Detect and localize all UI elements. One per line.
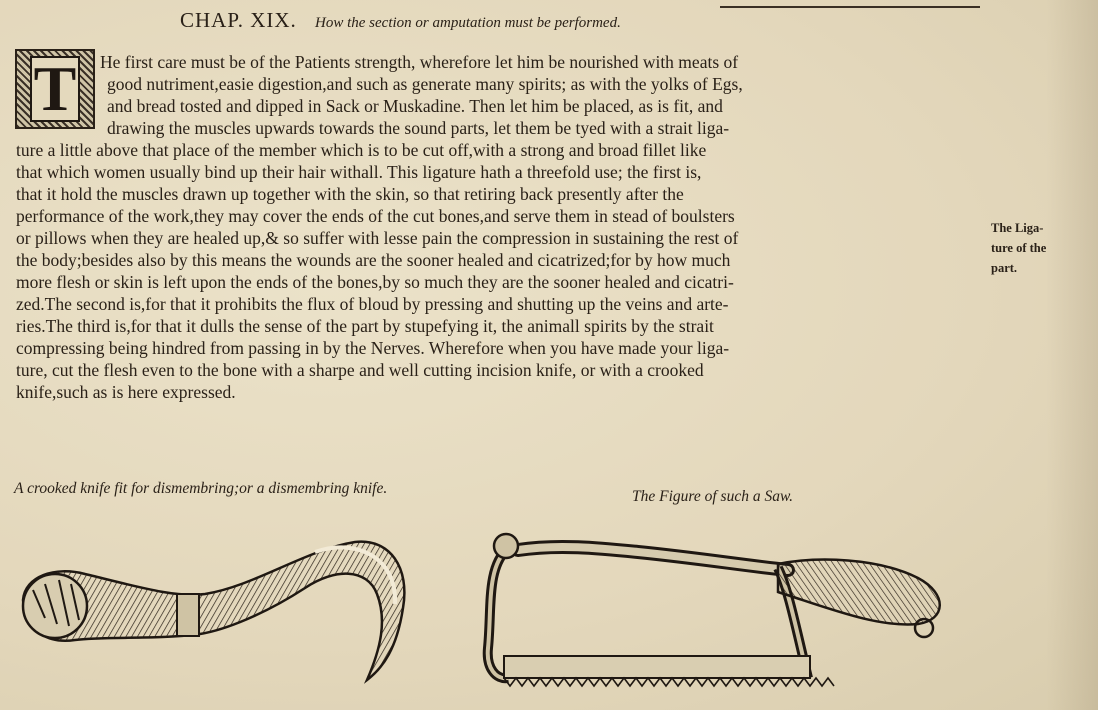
text-line: more flesh or skin is left upon the ends of the bones,by so much they are the sooner healed and cicatri- bbox=[16, 272, 734, 292]
margin-note-line: part. bbox=[991, 261, 1018, 275]
knife-caption: A crooked knife fit for dismembring;or a dismembring knife. bbox=[14, 480, 388, 497]
margin-note-line: ture of the bbox=[991, 241, 1047, 255]
decorated-initial bbox=[15, 49, 95, 129]
text-line: ries.The third is,for that it dulls the sense of the part by stupefying it, the animall spirits by the strait bbox=[16, 316, 714, 336]
text-line: that it hold the muscles drawn up together with the skin, so that retiring back presently after the bbox=[16, 184, 684, 204]
chapter-heading bbox=[180, 8, 621, 33]
chapter-title: How the section or amputation must be performed. bbox=[315, 15, 621, 31]
text-line: drawing the muscles upwards towards the sound parts, let them be tyed with a strait liga- bbox=[107, 118, 730, 138]
page-edge-shadow bbox=[1046, 0, 1098, 710]
text-line: compressing being hindred from passing in by the Nerves. Wherefore when you have made your liga- bbox=[16, 338, 730, 358]
text-line: and bread tosted and dipped in Sack or Muskadine. Then let him be placed, as is fit, and bbox=[107, 96, 723, 116]
knife-pommel bbox=[23, 574, 87, 638]
margin-note bbox=[991, 218, 1091, 278]
text-line: the body;besides also by this means the wounds are the sooner healed and cicatrized;for by how much bbox=[16, 250, 731, 270]
text-line: good nutriment,easie digestion,and such as generate many spirits; as with the yolks of Egs, bbox=[107, 74, 743, 94]
text-line: zed.The second is,for that it prohibits the flux of bloud by pressing and shutting up the veins and arte- bbox=[16, 294, 729, 314]
text-line: knife,such as is here expressed. bbox=[16, 382, 236, 402]
chapter-number: CHAP. XIX. bbox=[180, 8, 297, 32]
text-line: He first care must be of the Patients strength, wherefore let him be nourished with meats of bbox=[100, 52, 739, 72]
saw-left-finial bbox=[494, 534, 518, 558]
margin-note-line: The Liga- bbox=[991, 221, 1044, 235]
saw-figure bbox=[478, 528, 958, 706]
top-rule bbox=[720, 6, 980, 8]
text-line: or pillows when they are healed up,& so suffer with lesse pain the compression in sustaining the rest of bbox=[16, 228, 739, 248]
text-line: ture, cut the flesh even to the bone with a sharpe and well cutting incision knife, or with a crooked bbox=[16, 360, 704, 380]
knife-figure bbox=[15, 528, 415, 698]
initial-letter: T bbox=[30, 56, 80, 122]
text-line: performance of the work,they may cover the ends of the cut bones,and serve them in stead of boulsters bbox=[16, 206, 735, 226]
saw-handle bbox=[778, 560, 940, 625]
knife-ferrule bbox=[177, 594, 199, 636]
saw-caption: The Figure of such a Saw. bbox=[632, 488, 794, 505]
text-line: that which women usually bind up their hair withall. This ligature hath a threefold use; the first is, bbox=[16, 162, 702, 182]
text-line: ture a little above that place of the member which is to be cut off,with a strong and broad fillet like bbox=[16, 140, 707, 160]
saw-teeth bbox=[504, 678, 834, 686]
saw-blade bbox=[504, 656, 810, 678]
